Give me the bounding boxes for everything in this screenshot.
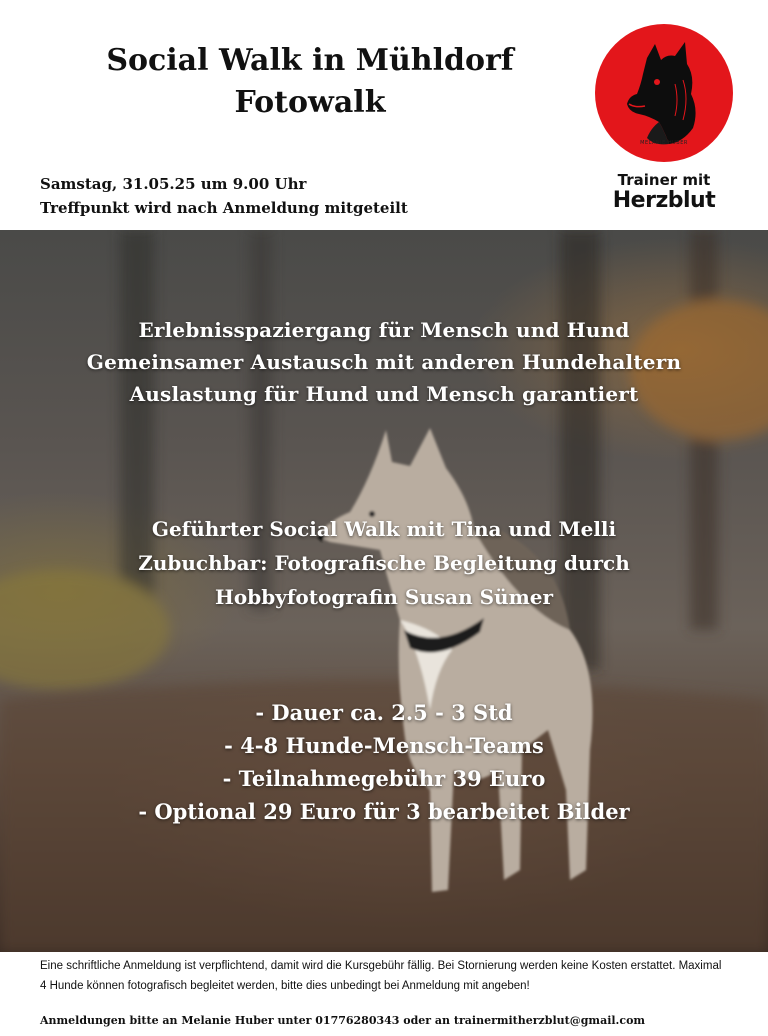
contact-line: Anmeldungen bitte an Melanie Huber unter 01776280343 oder an trainermitherzblut@gmail.com: [40, 1014, 646, 1027]
guided-item: Zubuchbar: Fotografische Begleitung durch: [138, 551, 630, 575]
event-info: [40, 172, 408, 220]
highlight-item: Erlebnisspaziergang für Mensch und Hund: [138, 318, 630, 342]
title-line-1: Social Walk in Mühldorf: [106, 43, 514, 78]
highlights-block: [0, 314, 768, 410]
guided-item: Geführter Social Walk mit Tina und Melli: [151, 517, 617, 541]
page-title: [60, 40, 560, 124]
event-location: Treffpunkt wird nach Anmeldung mitgeteilt: [40, 199, 408, 217]
detail-item: - 4-8 Hunde-Mensch-Teams: [224, 733, 544, 758]
title-line-2: Fotowalk: [234, 85, 386, 120]
brand-wordmark: [598, 172, 730, 213]
guided-walk-block: [0, 512, 768, 614]
event-date: Samstag, 31.05.25 um 9.00 Uhr: [40, 175, 307, 193]
detail-item: - Optional 29 Euro für 3 bearbeitet Bilder: [138, 799, 630, 824]
detail-item: - Dauer ca. 2.5 - 3 Std: [255, 700, 513, 725]
highlight-item: Gemeinsamer Austausch mit anderen Hundehaltern: [86, 350, 682, 374]
details-list: [0, 696, 768, 828]
hero-photo: [0, 230, 768, 952]
highlight-item: Auslastung für Hund und Mensch garantiert: [129, 382, 639, 406]
logo: [595, 24, 733, 162]
brand-line-1: Trainer mit: [617, 171, 711, 189]
detail-item: - Teilnahmegebühr 39 Euro: [222, 766, 546, 791]
registration-notice: Eine schriftliche Anmeldung ist verpflichtend, damit wird die Kursgebühr fällig. Bei Stornierung werden keine Kosten erstattet. Maximal 4 Hunde können fotografisch begleitet werden, bitte dies unbedingt bei Anmeldung mit angeben!: [40, 960, 722, 992]
brand-line-2: Herzblut: [612, 188, 716, 213]
logo-small-text: MELANIE HUBER: [640, 140, 688, 146]
guided-item: Hobbyfotografin Susan Sümer: [215, 585, 553, 609]
flyer-header: [0, 0, 768, 230]
